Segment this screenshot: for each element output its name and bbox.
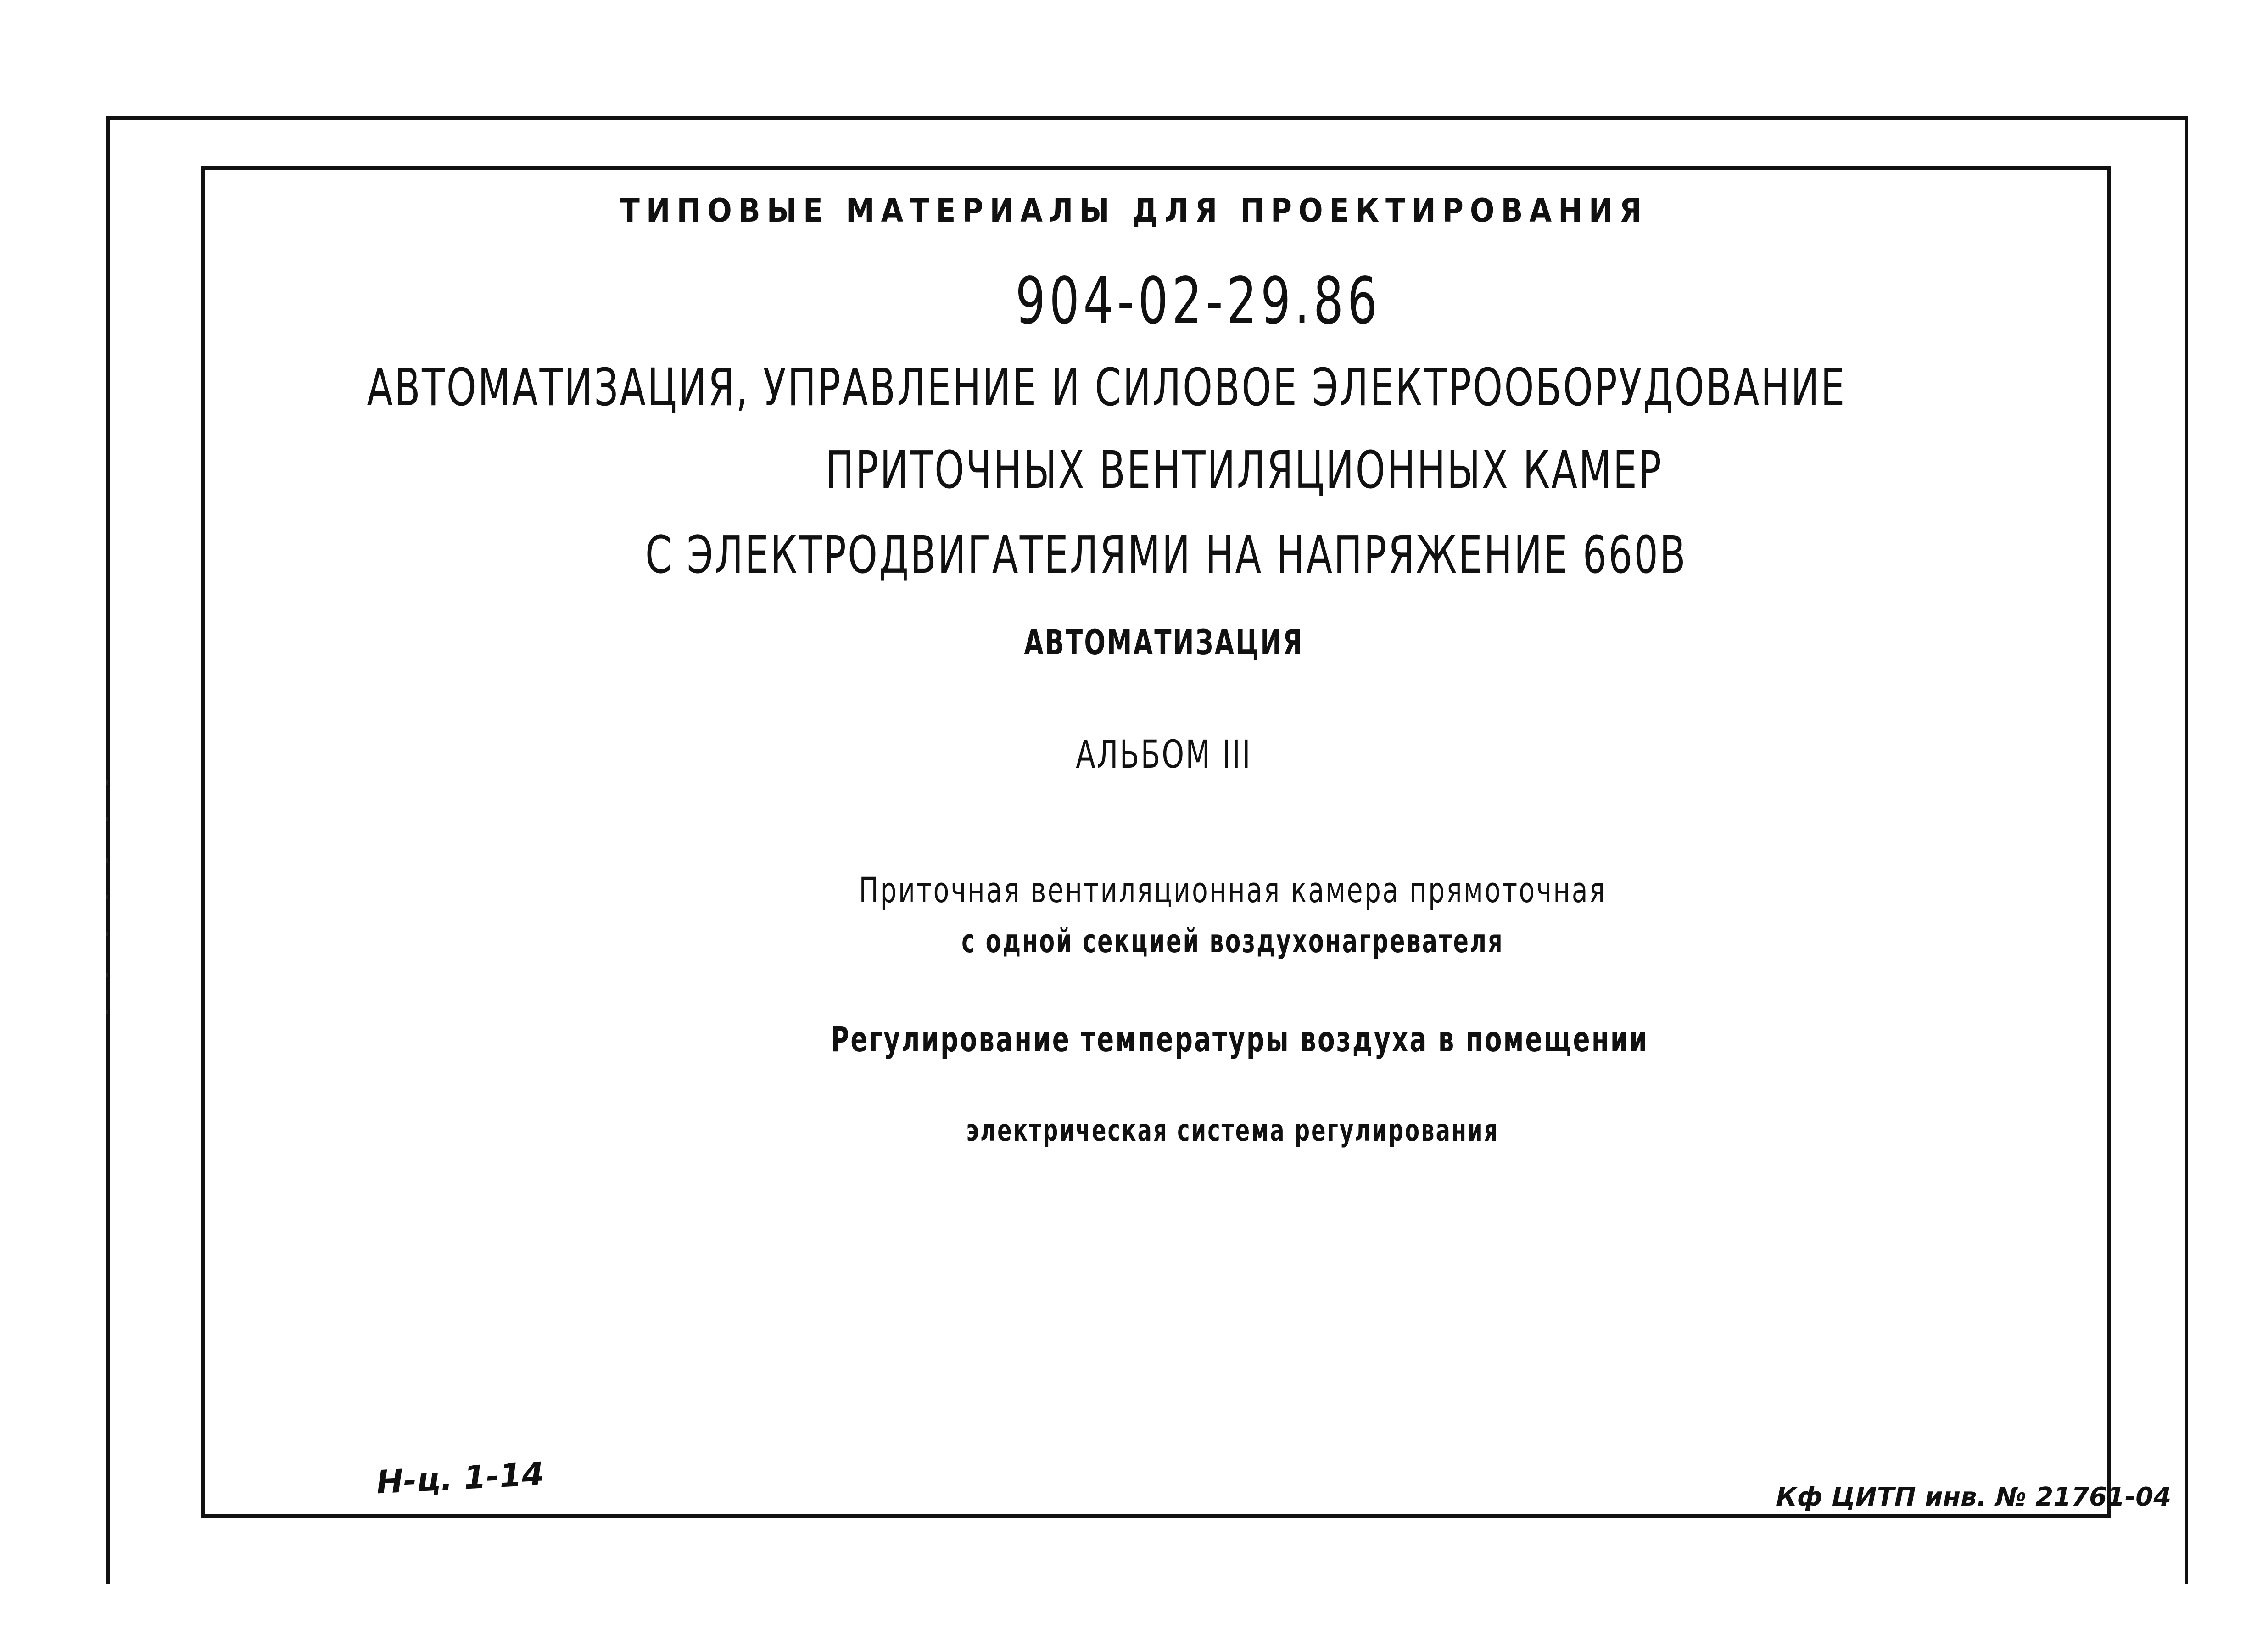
description-line-1: Приточная вентиляционная камера прямоточная xyxy=(859,870,1607,910)
series-header: ТИПОВЫЕ МАТЕРИАЛЫ ДЛЯ ПРОЕКТИРОВАНИЯ xyxy=(620,192,1648,229)
section-title: АВТОМАТИЗАЦИЯ xyxy=(1024,622,1304,663)
binding-marks xyxy=(106,780,109,1019)
description-line-4: электрическая система регулирования xyxy=(966,1113,1499,1148)
album-number: АЛЬБОМ III xyxy=(1076,732,1252,777)
description-line-3: Регулирование температуры воздуха в помещении xyxy=(831,1019,1648,1060)
handwritten-stamp-left: Н-ц. 1-14 xyxy=(375,1455,545,1501)
document-code: 904-02-29.86 xyxy=(1015,264,1381,339)
inventory-stamp-right: Кф ЦИТП инв. № 21761-04 xyxy=(1776,1482,2172,1512)
title-line-3: С ЭЛЕКТРОДВИГАТЕЛЯМИ НА НАПРЯЖЕНИЕ 660В xyxy=(645,525,1687,585)
description-line-2: с одной секцией воздухонагревателя xyxy=(961,922,1504,960)
title-line-1: АВТОМАТИЗАЦИЯ, УПРАВЛЕНИЕ И СИЛОВОЕ ЭЛЕКТРООБОРУДОВАНИЕ xyxy=(367,358,1846,418)
title-line-2: ПРИТОЧНЫХ ВЕНТИЛЯЦИОННЫХ КАМЕР xyxy=(825,441,1663,500)
